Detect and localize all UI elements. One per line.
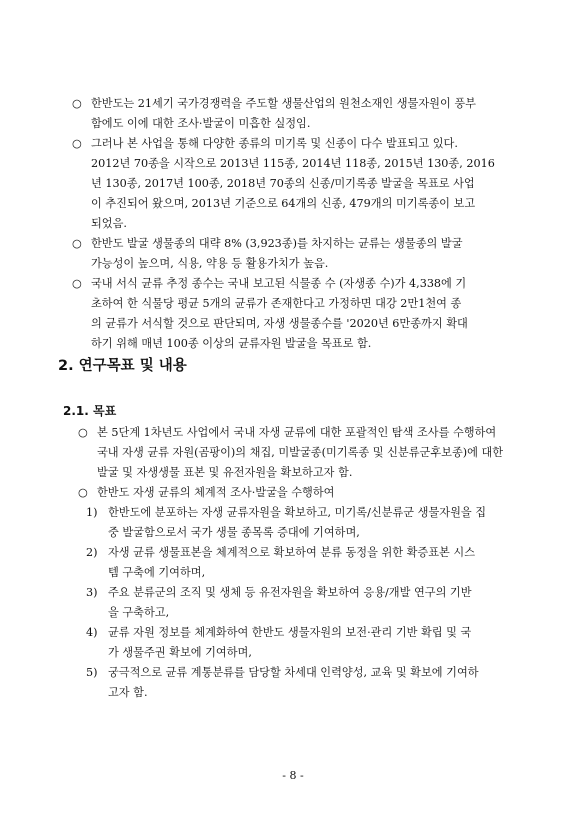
item-number: 2)	[86, 546, 98, 559]
goal-bullet-item	[78, 423, 548, 483]
bullet-text-line: 함에도 이에 대한 조사·발굴이 미흡한 실정임.	[91, 117, 311, 130]
bullet-mark: ○	[72, 277, 82, 290]
numbered-goal-list	[86, 503, 556, 703]
subsection-heading: 2.1. 목표	[63, 404, 117, 418]
bullet-text-line: 한반도 자생 균류의 체계적 조사·발굴을 수행하여	[97, 486, 335, 499]
goal-bullet-item	[78, 483, 548, 503]
numbered-item	[86, 543, 556, 583]
bullet-text-line: 본 5단계 1차년도 사업에서 국내 자생 균류에 대한 포괄적인 탐색 조사를 수행하여	[97, 426, 497, 439]
item-text-line: 중 발굴함으로서 국가 생물 종목록 증대에 기여하며,	[108, 526, 360, 539]
bullet-text-line: 한반도 발굴 생물종의 대략 8% (3,923종)를 차지하는 균류는 생물종의 발굴	[91, 237, 463, 250]
numbered-item	[86, 663, 556, 703]
bullet-text-line: 의 균류가 서식할 것으로 판단되며, 자생 생물종수를 '2020년 6만종까지 확대	[91, 317, 468, 330]
numbered-item	[86, 503, 556, 543]
item-text-line: 한반도에 분포하는 자생 균류자원을 확보하고, 미기록/신분류군 생물자원을 집	[108, 506, 487, 519]
bullet-text-line: 2012년 70종을 시작으로 2013년 115종, 2014년 118종, 2015년 130종, 2016	[91, 157, 495, 170]
section-heading: 2. 연구목표 및 내용	[58, 358, 187, 374]
item-text-line: 가 생물주권 확보에 기여하며,	[108, 646, 252, 659]
item-text-line: 균류 자원 정보를 체계화하여 한반도 생물자원의 보전·관리 기반 확립 및 국	[108, 626, 472, 639]
intro-bullet-item	[72, 134, 542, 234]
intro-bullet-item	[72, 274, 542, 354]
bullet-text-line: 하기 위해 매년 100종 이상의 균류자원 발굴을 목표로 함.	[91, 337, 372, 350]
item-number: 4)	[86, 626, 98, 639]
item-text-line: 고자 함.	[108, 686, 148, 699]
intro-bullet-list	[72, 94, 542, 354]
item-number: 5)	[86, 666, 98, 679]
bullet-text-line: 되었음.	[91, 217, 127, 230]
bullet-mark: ○	[72, 237, 82, 250]
item-text-line: 궁극적으로 균류 계통분류를 담당할 차세대 인력양성, 교육 및 확보에 기여하	[108, 666, 479, 679]
bullet-text-line: 이 추진되어 왔으며, 2013년 기준으로 64개의 신종, 479개의 미기록종이 보고	[91, 197, 476, 210]
numbered-item	[86, 623, 556, 663]
item-text-line: 을 구축하고,	[108, 606, 170, 619]
bullet-text-line: 초하여 한 식물당 평균 5개의 균류가 존재한다고 가정하면 대강 2만1천여 종	[91, 297, 462, 310]
bullet-mark: ○	[78, 486, 88, 499]
intro-bullet-item	[72, 94, 542, 134]
intro-bullet-item	[72, 234, 542, 274]
bullet-mark: ○	[78, 426, 88, 439]
item-text-line: 템 구축에 기여하며,	[108, 566, 206, 579]
numbered-item	[86, 583, 556, 623]
bullet-mark: ○	[72, 137, 82, 150]
item-text-line: 자생 균류 생물표본을 체계적으로 확보하여 분류 동정을 위한 확증표본 시스	[108, 546, 476, 559]
bullet-mark: ○	[72, 97, 82, 110]
bullet-text-line: 년 130종, 2017년 100종, 2018년 70종의 신종/미기록종 발굴을 목표로 사업	[91, 177, 475, 190]
page-number: - 8 -	[282, 769, 304, 782]
item-number: 1)	[86, 506, 98, 519]
item-text-line: 주요 분류군의 조직 및 생체 등 유전자원을 확보하여 응용/개발 연구의 기반	[108, 586, 472, 599]
bullet-text-line: 발굴 및 자생생물 표본 및 유전자원을 확보하고자 함.	[97, 466, 353, 479]
bullet-text-line: 국내 서식 균류 추정 종수는 국내 보고된 식물종 수 (자생종 수)가 4,338에 기	[91, 277, 467, 290]
bullet-text-line: 그러나 본 사업을 통해 다양한 종류의 미기록 및 신종이 다수 발표되고 있다.	[91, 137, 458, 150]
goal-bullet-list	[78, 423, 548, 503]
bullet-text-line: 한반도는 21세기 국가경쟁력을 주도할 생물산업의 원천소재인 생물자원이 풍부	[91, 97, 476, 110]
bullet-text-line: 국내 자생 균류 자원(곰팡이)의 채집, 미발굴종(미기록종 및 신분류군후보종)에 대한	[97, 446, 504, 459]
item-number: 3)	[86, 586, 98, 599]
bullet-text-line: 가능성이 높으며, 식용, 약용 등 활용가치가 높음.	[91, 257, 329, 270]
